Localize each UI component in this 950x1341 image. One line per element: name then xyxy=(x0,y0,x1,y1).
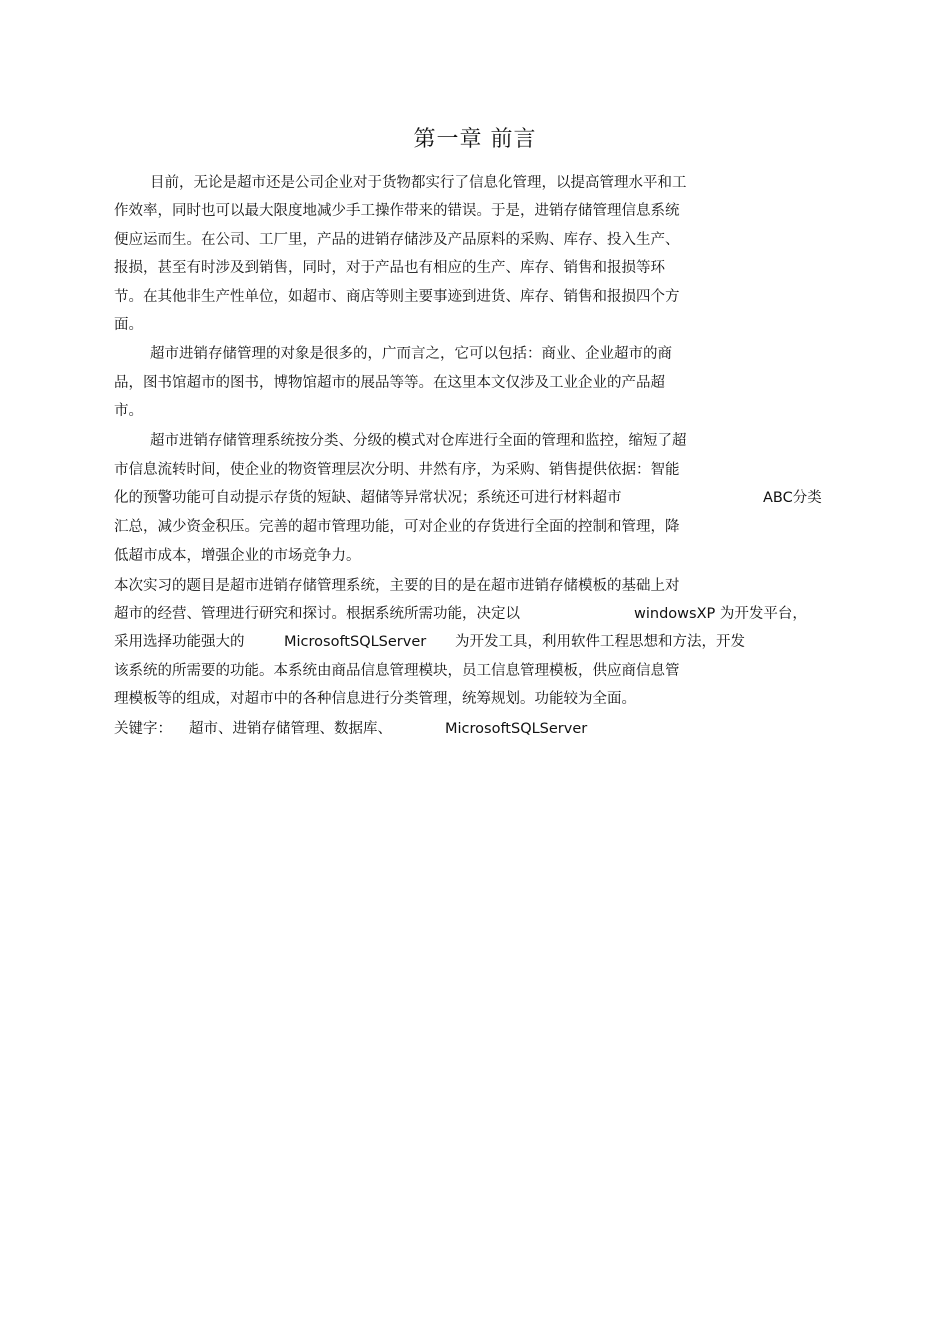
paragraph-line: 市信息流转时间，使企业的物资管理层次分明、井然有序，为采购、销售提供依据：智能 xyxy=(114,462,680,478)
paragraph-line: 面。 xyxy=(114,317,143,333)
paragraph-line: 超市进销存储管理的对象是很多的，广而言之，它可以包括：商业、企业超市的商 xyxy=(150,346,672,362)
line-segment: 化的预警功能可自动提示存货的短缺、超储等异常状况；系统还可进行材料超市 xyxy=(114,490,622,506)
paragraph-line: 本次实习的题目是超市进销存储管理系统，主要的目的是在超市进销存储模板的基础上对 xyxy=(114,578,680,594)
line-segment: 采用选择功能强大的 xyxy=(114,634,245,650)
paragraph-line: 汇总，减少资金积压。完善的超市管理功能，可对企业的存货进行全面的控制和管理，降 xyxy=(114,519,680,535)
line-segment: 超市的经营、管理进行研究和探讨。根据系统所需功能，决定以 xyxy=(114,606,520,622)
sqlserver-text: MicrosoftSQLServer xyxy=(284,634,427,650)
paragraph-line: 超市进销存储管理系统按分类、分级的模式对仓库进行全面的管理和监控，缩短了超 xyxy=(150,433,687,449)
paragraph-line: 市。 xyxy=(114,403,143,419)
paragraph-line: 便应运而生。在公司、工厂里，产品的进销存储涉及产品原料的采购、库存、投入生产、 xyxy=(114,232,680,248)
keywords-label: 关键字： xyxy=(114,721,172,737)
paragraph-line xyxy=(114,603,814,625)
platform-text: windowsXP 为开发平台， xyxy=(634,606,807,622)
paragraph-line: 品，图书馆超市的图书，博物馆超市的展品等等。在这里本文仅涉及工业企业的产品超 xyxy=(114,375,665,391)
paragraph-line: 目前，无论是超市还是公司企业对于货物都实行了信息化管理，以提高管理水平和工 xyxy=(150,175,687,191)
paragraph-line xyxy=(114,487,834,509)
paragraph-line: 该系统的所需要的功能。本系统由商品信息管理模块，员工信息管理模板，供应商信息管 xyxy=(114,663,680,679)
abc-classification-text: ABC分类 xyxy=(763,490,822,506)
paragraph-line: 报损，甚至有时涉及到销售，同时，对于产品也有相应的生产、库存、销售和报损等环 xyxy=(114,260,665,276)
chapter-title: 第一章 前言 xyxy=(413,127,537,152)
keywords-terms: 超市、进销存储管理、数据库、 xyxy=(189,721,392,737)
paragraph-line: 理模板等的组成，对超市中的各种信息进行分类管理，统筹规划。功能较为全面。 xyxy=(114,691,636,707)
paragraph-line: 作效率，同时也可以最大限度地减少手工操作带来的错误。于是，进销存储管理信息系统 xyxy=(114,203,680,219)
keywords-line xyxy=(114,718,634,740)
paragraph-line xyxy=(114,631,794,653)
line-segment: 为开发工具，利用软件工程思想和方法，开发 xyxy=(455,634,745,650)
paragraph-line: 节。在其他非生产性单位，如超市、商店等则主要事迹到进货、库存、销售和报损四个方 xyxy=(114,289,680,305)
keywords-product: MicrosoftSQLServer xyxy=(445,721,588,737)
paragraph-line: 低超市成本，增强企业的市场竞争力。 xyxy=(114,548,361,564)
